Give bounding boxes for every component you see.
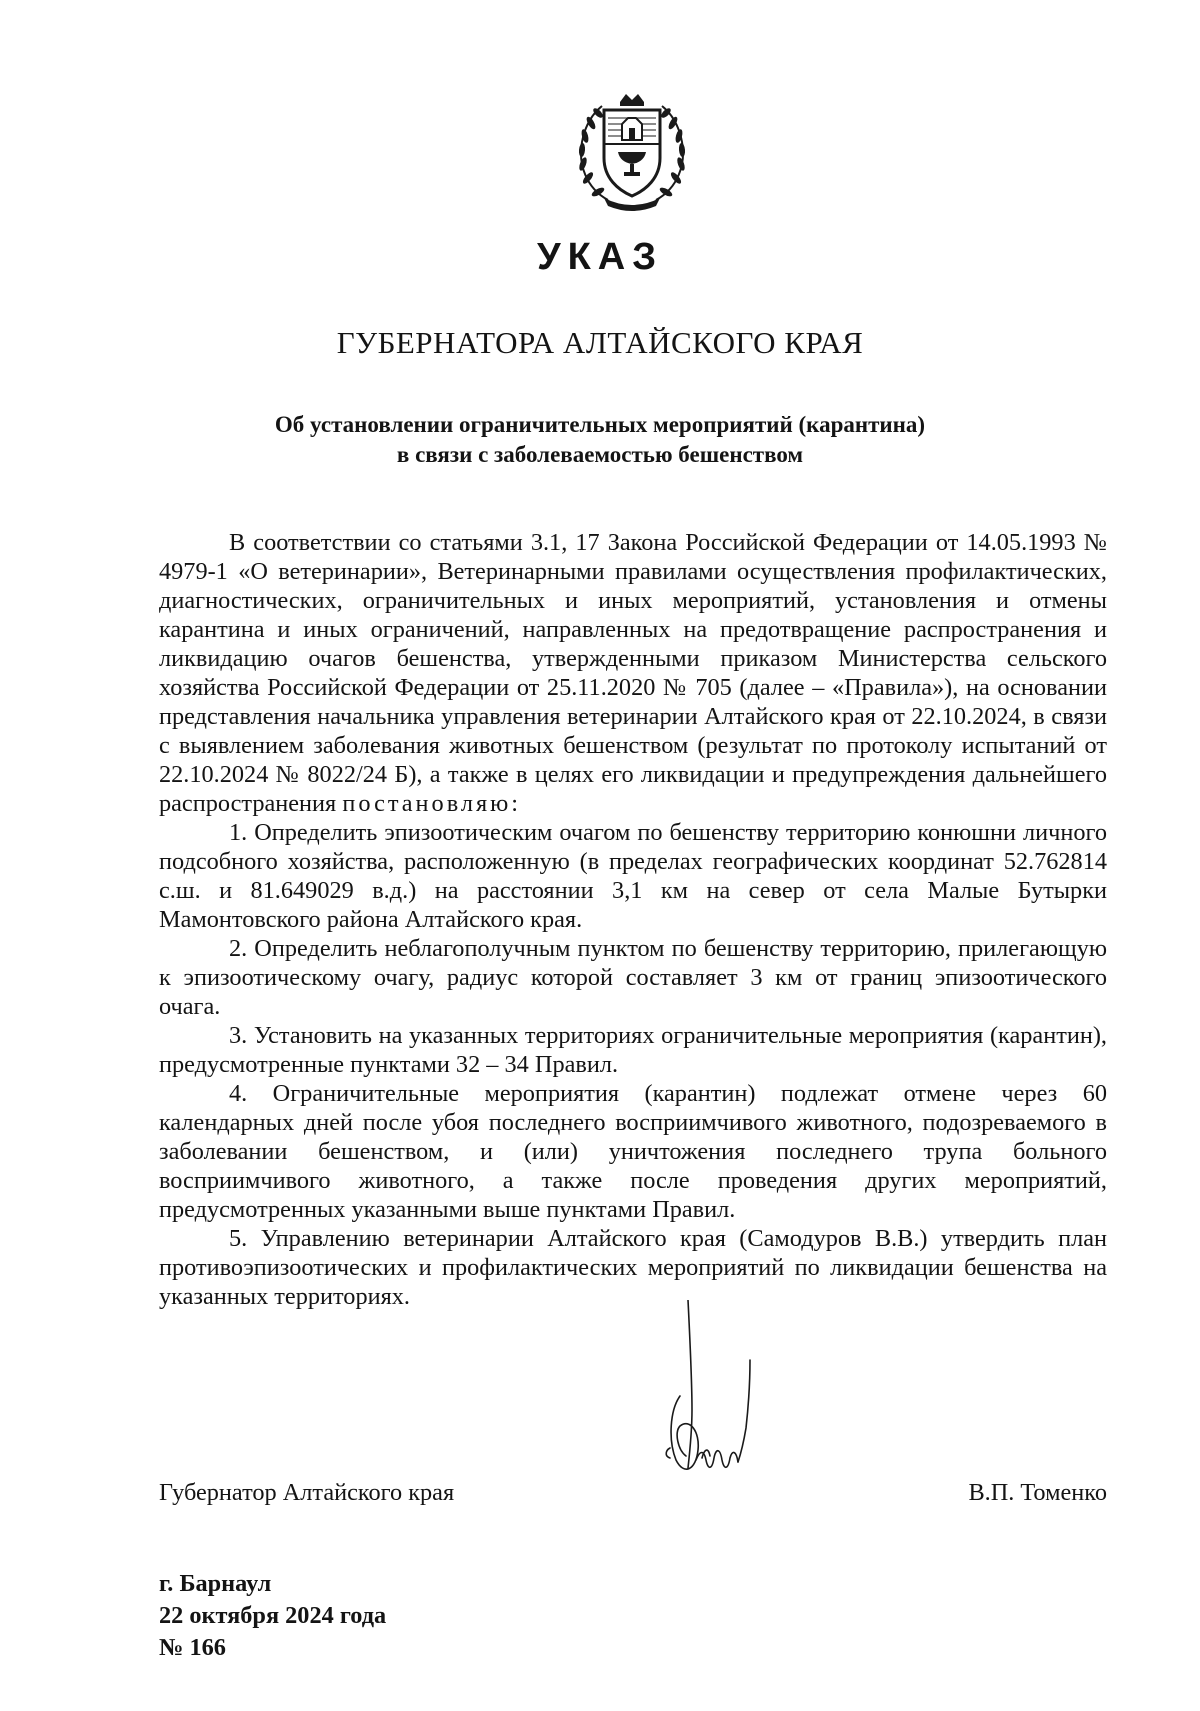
decree-item: 2. Определить неблагополучным пунктом по бешенству территорию, прилегающую к эпизоотическому очагу, радиус которой составляет 3 км от границ эпизоотического очага. xyxy=(159,935,1107,1020)
decree-item: 4. Ограничительные мероприятия (карантин) подлежат отмене через 60 календарных дней после убоя последнего восприимчивого животного, подозреваемого в заболевании бешенством, и (или) уничтожения последнего трупа больного восприимчивого животного, а также после проведения других мероприятий, предусмотренных указанными выше пунктами Правил. xyxy=(159,1080,1107,1223)
issuing-authority: ГУБЕРНАТОРА АЛТАЙСКОГО КРАЯ xyxy=(336,325,864,360)
document-footer xyxy=(159,1568,386,1664)
decree-word: постановляю: xyxy=(342,790,522,817)
issue-date: 22 октября 2024 года xyxy=(159,1602,387,1629)
signatory-name: В.П. Томенко xyxy=(968,1479,1107,1506)
preamble-paragraph xyxy=(159,528,1107,818)
document-body xyxy=(159,528,1107,1311)
decree-item: 3. Установить на указанных территориях ограничительные мероприятия (карантин), предусмотренные пунктами 32 – 34 Правил. xyxy=(159,1022,1107,1078)
subject-line: Об установлении ограничительных мероприятий (карантина) xyxy=(274,412,926,437)
preamble-text: В соответствии со статьями 3.1, 17 Закона Российской Федерации от 14.05.1993 № 4979-1 «О ветеринарии», Ветеринарными правилами осуществления профилактических, диагностических, ограничительных и иных мероприятий, установления и отмены карантина и иных ограничений, направленных на предотвращение распространения и ликвидацию очагов бешенства, утвержденными приказом Министерства сельского хозяйства Российской Федерации от 25.11.2020 № 705 (далее – «Правила»), на основании представления начальника управления ветеринарии Алтайского края от 22.10.2024, в связи с выявлением заболевания животных бешенством (результат по протоколу испытаний от 22.10.2024 № 8022/24 Б), а также в целях его ликвидации и предупреждения дальнейшего распространения xyxy=(159,529,1107,817)
document-title: УКАЗ xyxy=(536,236,664,278)
subject-line: в связи с заболеваемостью бешенством xyxy=(396,442,804,467)
signatory-role: Губернатор Алтайского края xyxy=(159,1479,455,1506)
signature-mark xyxy=(640,1300,770,1540)
decree-item: 5. Управлению ветеринарии Алтайского края (Самодуров В.В.) утвердить план противоэпизоотических и профилактических мероприятий по ликвидации бешенства на указанных территориях. xyxy=(159,1225,1107,1310)
issue-city: г. Барнаул xyxy=(159,1570,272,1597)
document-number: № 166 xyxy=(159,1634,226,1661)
coat-of-arms-icon xyxy=(568,88,696,214)
decree-item: 1. Определить эпизоотическим очагом по бешенству территорию конюшни личного подсобного хозяйства, расположенную (в пределах географических координат 52.762814 с.ш. и 81.649029 в.д.) на расстоянии 3,1 км на север от села Малые Бутырки Мамонтовского района Алтайского края. xyxy=(159,819,1107,933)
document-subject xyxy=(200,410,1000,470)
